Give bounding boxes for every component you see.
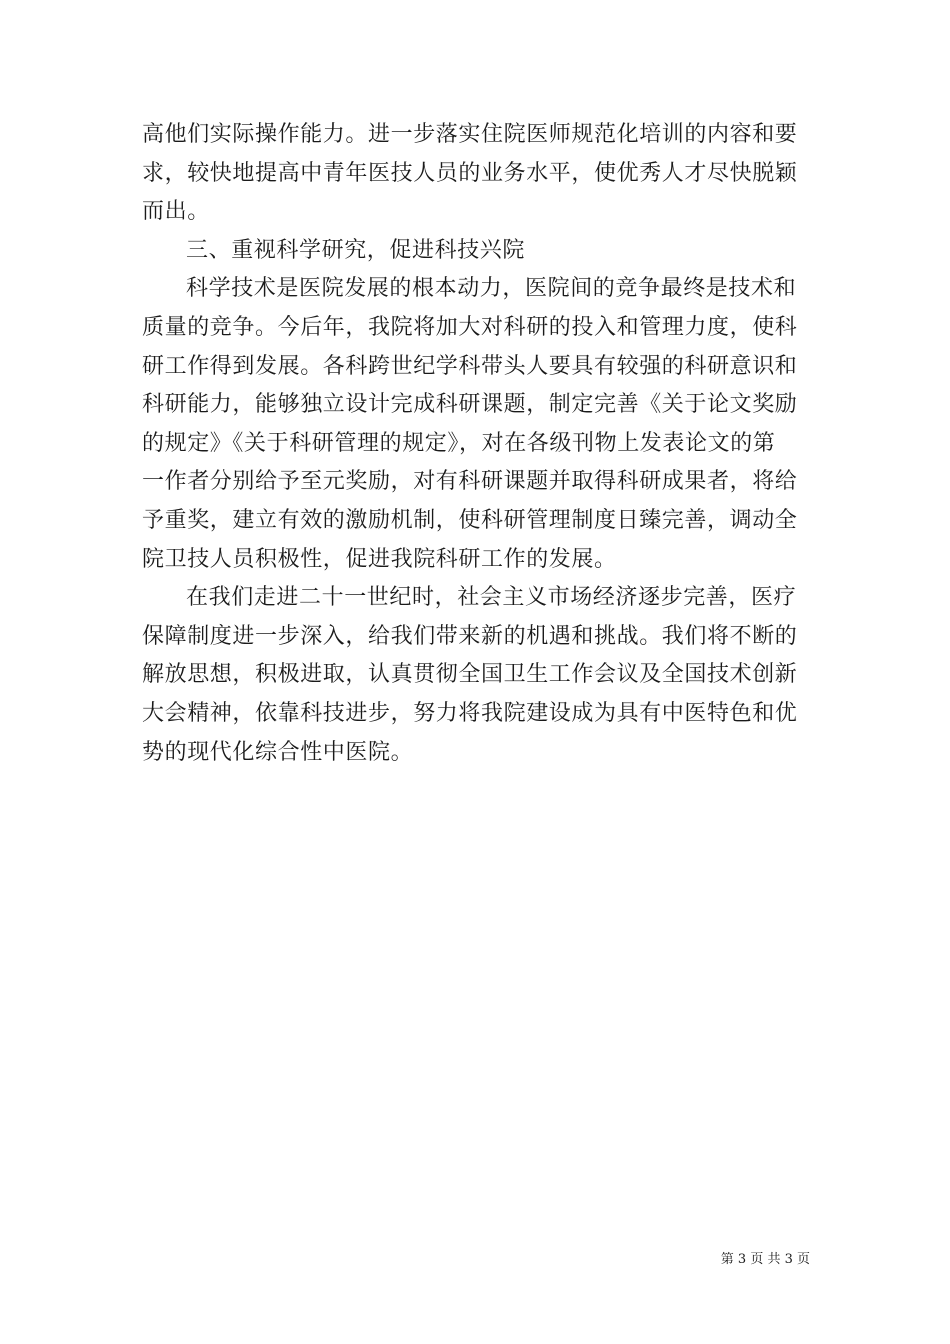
paragraph-line: 求，较快地提高中青年医技人员的业务水平，使优秀人才尽快脱颖 xyxy=(142,160,798,186)
page-footer: 第 3 页 共 3 页 xyxy=(720,1252,810,1267)
paragraph-line: 在我们走进二十一世纪时，社会主义市场经济逐步完善，医疗 xyxy=(186,585,797,611)
paragraph-line: 质量的竞争。今后年，我院将加大对科研的投入和管理力度，使科 xyxy=(142,314,798,340)
paragraph-line: 高他们实际操作能力。进一步落实住院医师规范化培训的内容和要 xyxy=(142,122,798,147)
paragraph-line: 一作者分别给予至元奖励，对有科研课题并取得科研成果者，将给 xyxy=(142,469,798,495)
paragraph-line: 研工作得到发展。各科跨世纪学科带头人要具有较强的科研意识和 xyxy=(142,353,798,379)
paragraph-line: 而出。 xyxy=(142,199,210,225)
paragraph-line: 院卫技人员积极性，促进我院科研工作的发展。 xyxy=(142,546,617,572)
paragraph-line: 予重奖，建立有效的激励机制，使科研管理制度日臻完善，调动全 xyxy=(142,507,798,533)
paragraph-line: 的规定》《关于科研管理的规定》，对在各级刊物上发表论文的第 xyxy=(142,430,776,456)
paragraph-line: 解放思想，积极进取，认真贯彻全国卫生工作会议及全国技术创新 xyxy=(142,662,798,688)
section-heading: 三、重视科学研究，促进科技兴院 xyxy=(186,237,526,263)
document-body xyxy=(142,116,808,772)
paragraph-line: 科研能力，能够独立设计完成科研课题，制定完善《关于论文奖励 xyxy=(142,392,798,418)
paragraph-line: 势的现代化综合性中医院。 xyxy=(142,739,414,765)
paragraph-line: 保障制度进一步深入，给我们带来新的机遇和挑战。我们将不断的 xyxy=(142,623,798,649)
paragraph-line: 科学技术是医院发展的根本动力，医院间的竞争最终是技术和 xyxy=(186,276,797,302)
paragraph-line: 大会精神，依靠科技进步，努力将我院建设成为具有中医特色和优 xyxy=(142,700,798,726)
